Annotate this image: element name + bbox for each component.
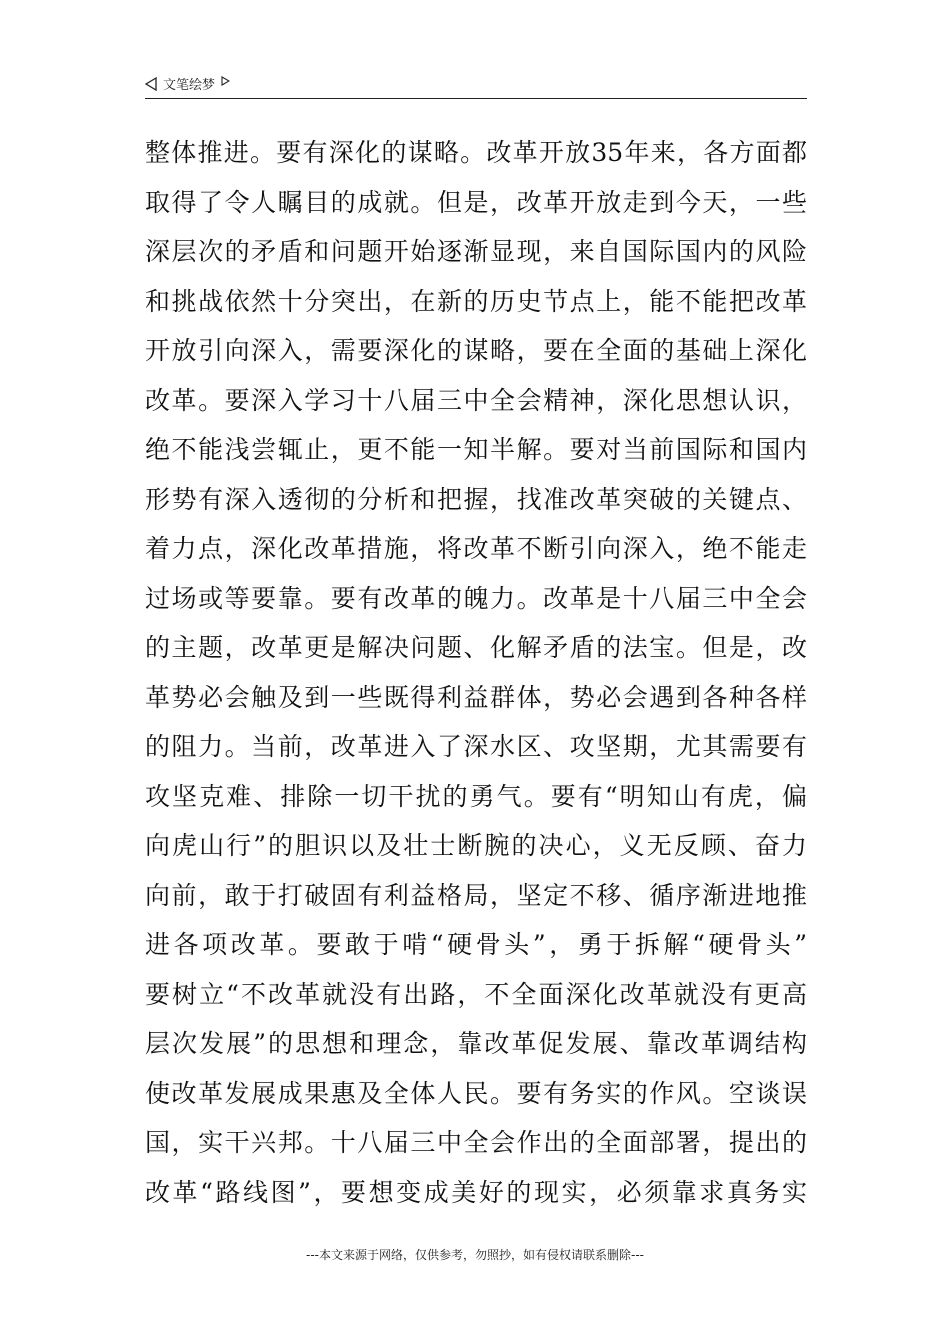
page-footer: ---本文来源于网络，仅供参考，勿照抄，如有侵权请联系删除--- <box>306 1248 644 1262</box>
text-line: 开放引向深入，需要深化的谋略，要在全面的基础上深化 <box>145 336 807 365</box>
text-line: 改革“路线图”，要想变成美好的现实，必须靠求真务实 <box>145 1177 807 1207</box>
text-line: 着力点，深化改革措施，将改革不断引向深入，绝不能走 <box>145 534 807 563</box>
text-line: 和挑战依然十分突出，在新的历史节点上，能不能把改革 <box>145 286 807 316</box>
header-title: 文笔绘梦 <box>163 78 216 93</box>
text-line: 攻坚克难、排除一切干扰的勇气。要有“明知山有虎，偏 <box>145 781 807 811</box>
text-line: 绝不能浅尝辄止，更不能一知半解。要对当前国际和国内 <box>145 435 807 464</box>
text-line: 过场或等要靠。要有改革的魄力。改革是十八届三中全会 <box>145 583 807 613</box>
text-line: 向前，敢于打破固有利益格局，坚定不移、循序渐进地推 <box>145 880 807 910</box>
text-line: 使改革发展成果惠及全体人民。要有务实的作风。空谈误 <box>145 1078 807 1108</box>
text-line: 国，实干兴邦。十八届三中全会作出的全面部署，提出的 <box>145 1128 807 1157</box>
header-brand <box>145 74 230 93</box>
document-body <box>145 128 807 1217</box>
text-line: 向虎山行”的胆识以及壮士断腕的决心，义无反顾、奋力 <box>145 831 807 860</box>
text-line: 的主题，改革更是解决问题、化解矛盾的法宝。但是，改 <box>145 633 807 662</box>
text-line: 层次发展”的思想和理念，靠改革促发展、靠改革调结构 <box>145 1029 807 1058</box>
text-line: 取得了令人瞩目的成就。但是，改革开放走到今天，一些 <box>145 187 807 217</box>
triangle-right-icon <box>221 76 230 86</box>
text-line: 改革。要深入学习十八届三中全会精神，深化思想认识， <box>145 385 807 415</box>
text-line: 进各项改革。要敢于啃“硬骨头”，勇于拆解“硬骨头” <box>145 930 807 959</box>
text-line: 的阻力。当前，改革进入了深水区、攻坚期，尤其需要有 <box>145 732 807 761</box>
text-line: 革势必会触及到一些既得利益群体，势必会遇到各种各样 <box>145 682 807 712</box>
text-line: 要树立“不改革就没有出路，不全面深化改革就没有更高 <box>145 979 807 1009</box>
page-header <box>145 72 807 99</box>
text-line: 深层次的矛盾和问题开始逐渐显现，来自国际国内的风险 <box>145 237 807 266</box>
triangle-left-icon <box>145 77 157 91</box>
text-line: 形势有深入透彻的分析和把握，找准改革突破的关键点、 <box>145 484 807 514</box>
text-line: 整体推进。要有深化的谋略。改革开放35年来，各方面都 <box>145 138 807 167</box>
